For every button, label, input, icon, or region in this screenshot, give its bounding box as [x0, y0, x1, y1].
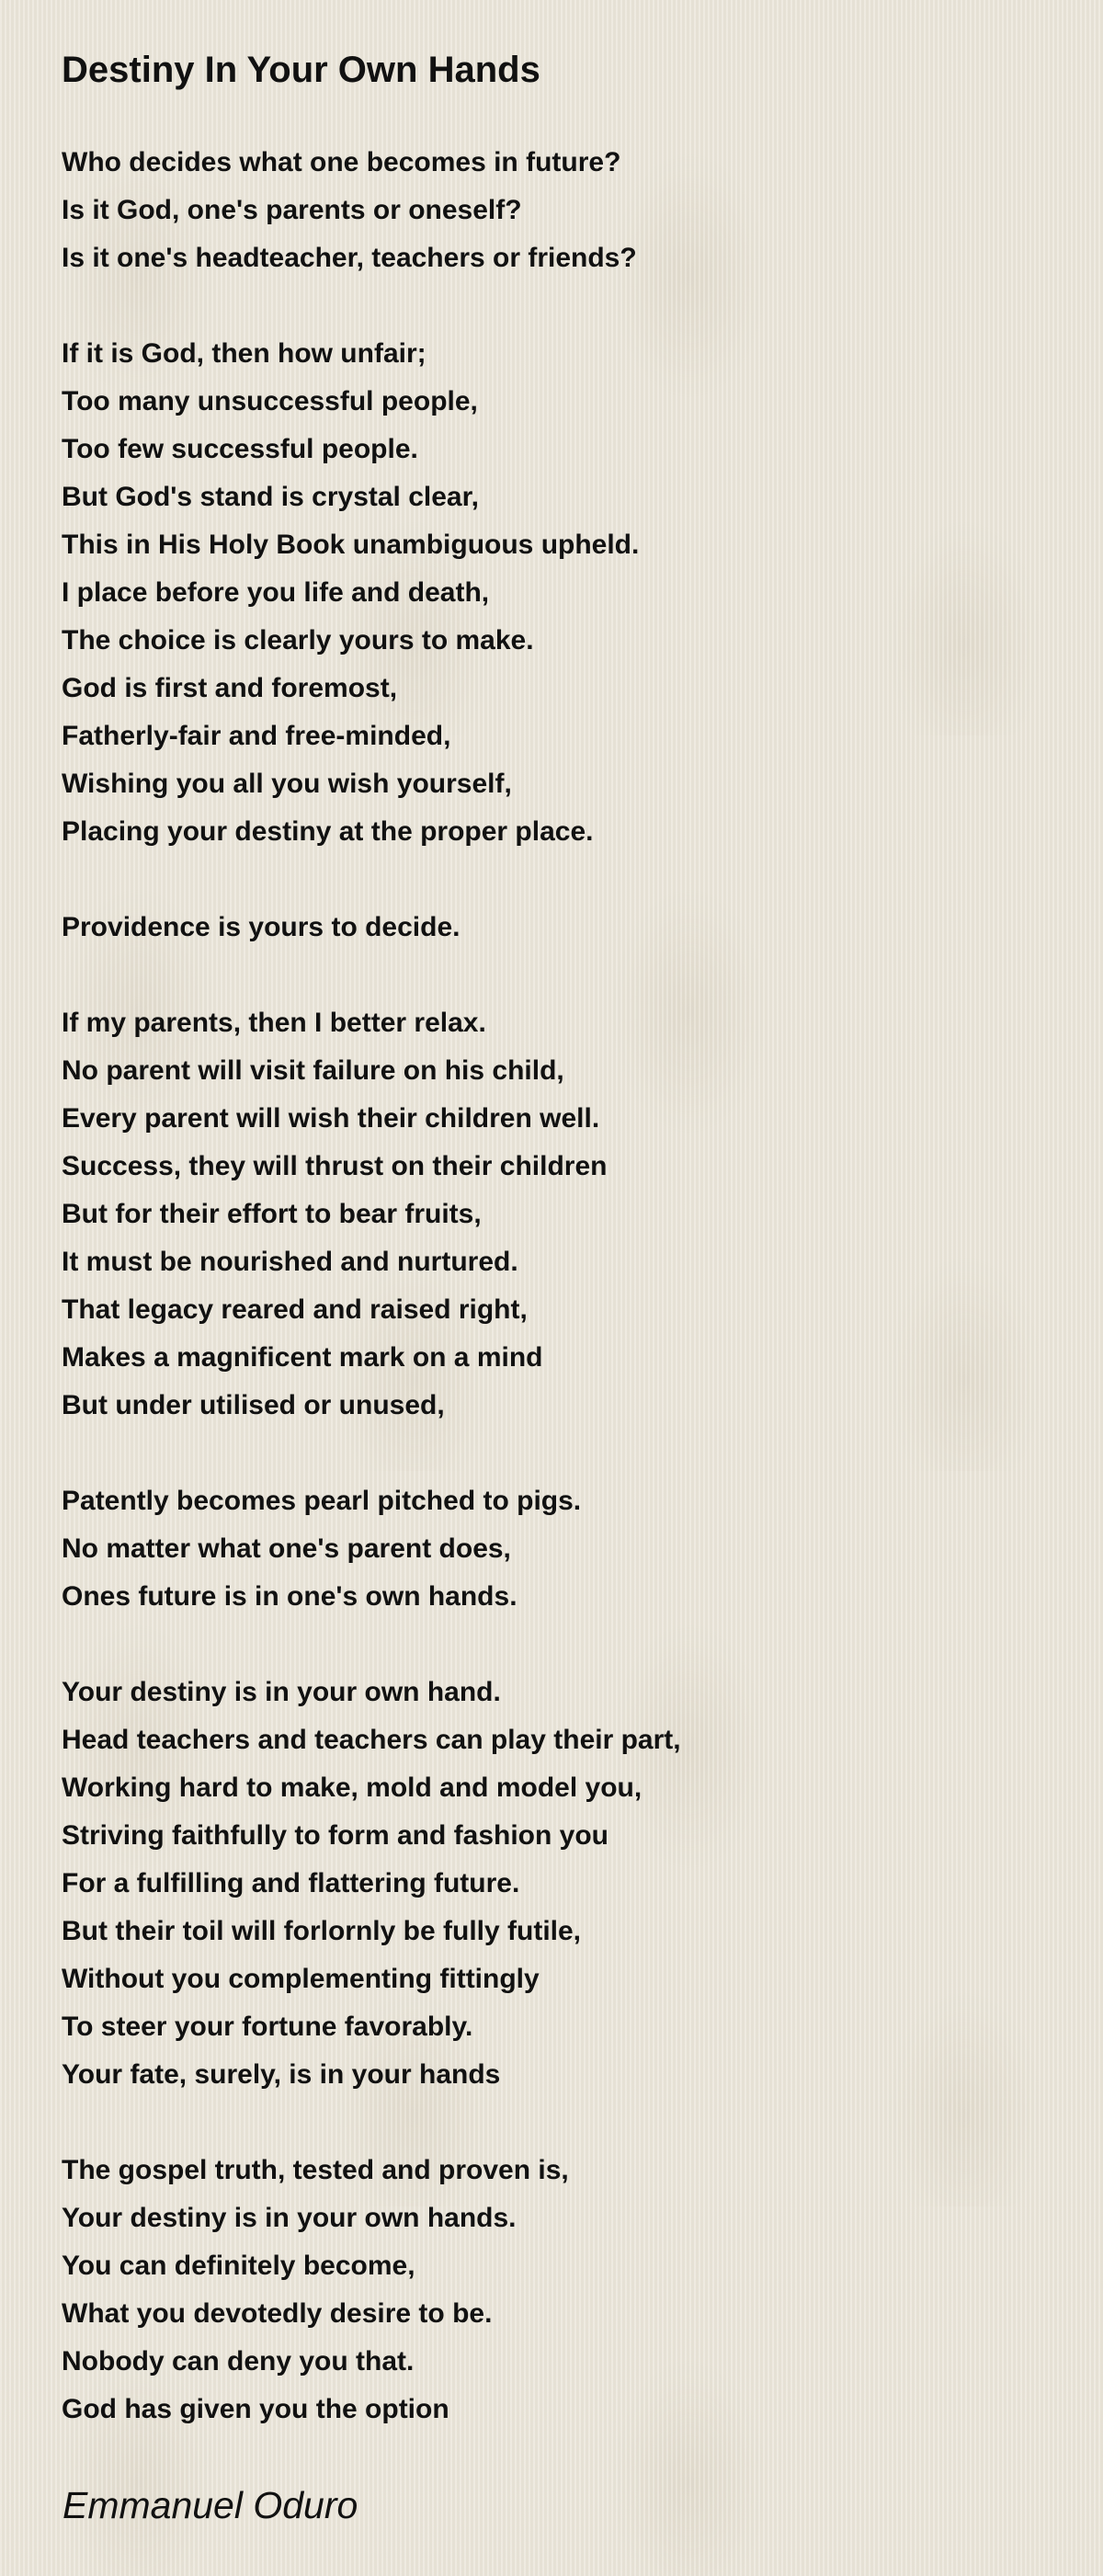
poem-line: Makes a magnificent mark on a mind [62, 1342, 543, 1373]
poem-line: Who decides what one becomes in future? [62, 147, 621, 177]
poem-line: Working hard to make, mold and model you, [62, 1772, 642, 1803]
poem-line: Too few successful people. [62, 434, 418, 464]
poem-line: What you devotedly desire to be. [62, 2298, 493, 2329]
poem-line: For a fulfilling and flattering future. [62, 1868, 520, 1898]
poem-line: Success, they will thrust on their children [62, 1151, 608, 1181]
poem-line: No parent will visit failure on his child, [62, 1055, 564, 1086]
poem-line: Patently becomes pearl pitched to pigs. [62, 1486, 582, 1516]
poem-line: Wishing you all you wish yourself, [62, 769, 512, 799]
poem-line: To steer your fortune favorably. [62, 2012, 473, 2042]
poem-line: If it is God, then how unfair; [62, 338, 426, 369]
poem-line: Your destiny is in your own hands. [62, 2203, 517, 2233]
poem-title: Destiny In Your Own Hands [62, 50, 540, 90]
stanza [62, 999, 1054, 1430]
poem-line: Is it God, one's parents or oneself? [62, 195, 522, 225]
stanza [62, 1669, 1054, 2099]
poem-line: If my parents, then I better relax. [62, 1008, 486, 1038]
poem-line: I place before you life and death, [62, 577, 490, 608]
poem-line: God has given you the option [62, 2394, 449, 2424]
poem-line: But under utilised or unused, [62, 1390, 445, 1420]
poem-line: God is first and foremost, [62, 673, 398, 703]
poem-line: Without you complementing fittingly [62, 1964, 540, 1994]
poem-line: Head teachers and teachers can play their part, [62, 1725, 681, 1755]
stanza [62, 2147, 1054, 2434]
stanza [62, 139, 1054, 282]
poem-line: The choice is clearly yours to make. [62, 625, 534, 655]
poem-line: Every parent will wish their children well. [62, 1103, 600, 1134]
poem-line: Placing your destiny at the proper place. [62, 816, 594, 847]
poem-line: Is it one's headteacher, teachers or friends? [62, 243, 637, 273]
stanza [62, 330, 1054, 856]
poem-line: This in His Holy Book unambiguous upheld. [62, 530, 640, 560]
poem-line: Fatherly-fair and free-minded, [62, 721, 451, 751]
poem-line: But for their effort to bear fruits, [62, 1199, 482, 1229]
poem-line: That legacy reared and raised right, [62, 1294, 528, 1325]
poem-line: Ones future is in one's own hands. [62, 1581, 517, 1612]
poem-line: But their toil will forlornly be fully futile, [62, 1916, 582, 1946]
poem-line: But God's stand is crystal clear, [62, 482, 479, 512]
stanza [62, 904, 1054, 952]
poem-line: Too many unsuccessful people, [62, 386, 478, 416]
poem-line: Your fate, surely, is in your hands [62, 2059, 501, 2090]
poem-line: The gospel truth, tested and proven is, [62, 2155, 569, 2185]
poem-body [62, 139, 1054, 2481]
poem-line: No matter what one's parent does, [62, 1533, 511, 1564]
poem-line: Striving faithfully to form and fashion you [62, 1820, 609, 1851]
poem-line: Your destiny is in your own hand. [62, 1677, 501, 1707]
poem-author: Emmanuel Oduro [63, 2484, 358, 2526]
stanza [62, 1477, 1054, 1621]
poem-line: It must be nourished and nurtured. [62, 1247, 518, 1277]
poem-line: Providence is yours to decide. [62, 912, 461, 942]
poem-line: Nobody can deny you that. [62, 2346, 415, 2377]
poem-line: You can definitely become, [62, 2251, 415, 2281]
